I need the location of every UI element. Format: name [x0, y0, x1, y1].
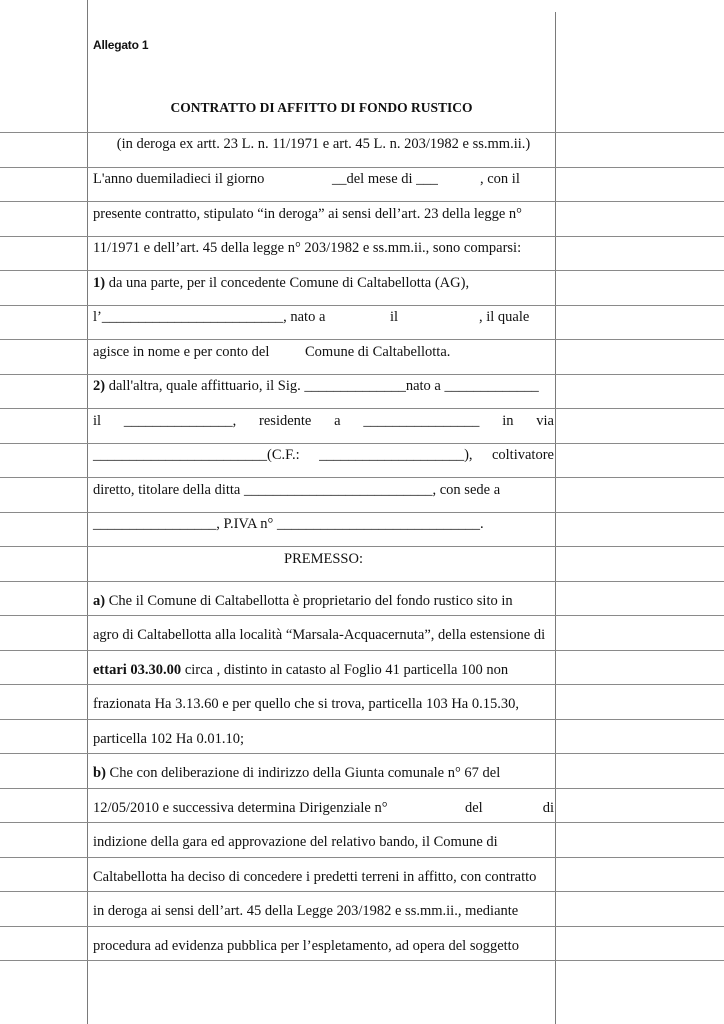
text-segment: , con il: [480, 171, 520, 187]
text-segment: coltivatore: [491, 447, 554, 463]
text-segment: 12/05/2010 e successiva determina Dirigenziale n°: [93, 800, 388, 816]
row-divider: [0, 684, 724, 685]
row-divider: [0, 408, 724, 409]
row-divider: [0, 270, 724, 271]
row-divider: [0, 822, 724, 823]
row-divider: [0, 512, 724, 513]
text-segment: Che con deliberazione di indirizzo della Giunta comunale n° 67 del: [105, 765, 501, 781]
body-line: presente contratto, stipulato “in deroga” ai sensi dell’art. 23 della legge n°: [93, 206, 522, 222]
row-divider: [0, 339, 724, 340]
body-line: in deroga ai sensi dell’art. 45 della Legge 203/1982 e ss.mm.ii., mediante: [93, 903, 519, 919]
body-line: [93, 308, 554, 326]
text-segment: L'anno duemiladieci il giorno: [93, 171, 265, 187]
body-line: particella 102 Ha 0.01.10;: [93, 731, 244, 747]
text-segment: , il quale: [479, 309, 530, 325]
body-line: [93, 412, 554, 430]
body-line: [93, 799, 554, 817]
row-divider: [0, 891, 724, 892]
text-segment: l’_________________________, nato a: [93, 309, 326, 325]
body-line: procedura ad evidenza pubblica per l’espletamento, ad opera del soggetto: [93, 938, 519, 954]
row-divider: [0, 926, 724, 927]
text-segment: ________________________(C.F.:: [93, 447, 300, 463]
subtitle-line: (in deroga ex artt. 23 L. n. 11/1971 e art. 45 L. n. 203/1982 e ss.mm.ii.): [116, 136, 531, 152]
text-segment: Comune di Caltabellotta.: [305, 344, 451, 360]
body-line: [93, 661, 554, 679]
row-divider: [0, 788, 724, 789]
row-divider: [0, 753, 724, 754]
body-line: diretto, titolare della ditta __________________________, con sede a: [93, 482, 501, 498]
row-divider: [0, 477, 724, 478]
text-segment: ________________: [363, 413, 480, 429]
body-line: [93, 592, 554, 610]
text-segment: via: [536, 413, 554, 429]
body-line: [93, 274, 554, 292]
item-number: 1): [93, 275, 106, 291]
row-divider: [0, 615, 724, 616]
text-segment: circa , distinto in catasto al Foglio 41 particella 100 non: [181, 662, 509, 678]
section-heading: PREMESSO:: [284, 551, 363, 567]
right-margin-line: [555, 12, 556, 1024]
row-divider: [0, 581, 724, 582]
text-segment: ____________________),: [319, 447, 473, 463]
row-divider: [0, 236, 724, 237]
text-segment: _______________,: [123, 413, 237, 429]
body-line: [93, 446, 554, 464]
contract-title: CONTRATTO DI AFFITTO DI FONDO RUSTICO: [170, 100, 473, 115]
text-segment: agisce in nome e per conto del: [93, 344, 270, 360]
item-number: a): [93, 593, 106, 609]
text-segment: Che il Comune di Caltabellotta è proprietario del fondo rustico sito in: [105, 593, 513, 609]
text-segment: il: [93, 413, 102, 429]
row-divider: [0, 443, 724, 444]
annex-label: Allegato 1: [93, 38, 149, 52]
body-line: [93, 170, 554, 188]
body-line: [93, 377, 554, 395]
row-divider: [0, 546, 724, 547]
row-divider: [0, 374, 724, 375]
item-number: 2): [93, 378, 106, 394]
bold-segment: ettari 03.30.00: [93, 662, 182, 678]
body-line: indizione della gara ed approvazione del relativo bando, il Comune di: [93, 834, 498, 850]
row-divider: [0, 132, 724, 133]
body-line: [93, 764, 554, 782]
row-divider: [0, 857, 724, 858]
text-segment: a: [334, 413, 341, 429]
row-divider: [0, 201, 724, 202]
row-divider: [0, 167, 724, 168]
row-divider: [0, 960, 724, 961]
item-number: b): [93, 765, 106, 781]
text-segment: di: [542, 800, 554, 816]
row-divider: [0, 650, 724, 651]
text-segment: del: [465, 800, 483, 816]
body-line: [93, 343, 554, 361]
text-segment: il: [390, 309, 399, 325]
row-divider: [0, 719, 724, 720]
text-segment: da una parte, per il concedente Comune di Caltabellotta (AG),: [105, 275, 470, 291]
text-segment: dall'altra, quale affittuario, il Sig. ______________nato a _____________: [105, 378, 539, 394]
text-segment: in: [502, 413, 514, 429]
text-segment: __del mese di ___: [332, 171, 438, 187]
row-divider: [0, 305, 724, 306]
body-line: agro di Caltabellotta alla località “Marsala-Acquacernuta”, della estensione di: [93, 627, 546, 643]
text-segment: residente: [259, 413, 312, 429]
body-line: frazionata Ha 3.13.60 e per quello che si trova, particella 103 Ha 0.15.30,: [93, 696, 519, 712]
body-line: Caltabellotta ha deciso di concedere i predetti terreni in affitto, con contratto: [93, 869, 537, 885]
body-line: 11/1971 e dell’art. 45 della legge n° 203/1982 e ss.mm.ii., sono comparsi:: [93, 240, 522, 256]
body-line: _________________, P.IVA n° ____________________________.: [93, 516, 484, 532]
